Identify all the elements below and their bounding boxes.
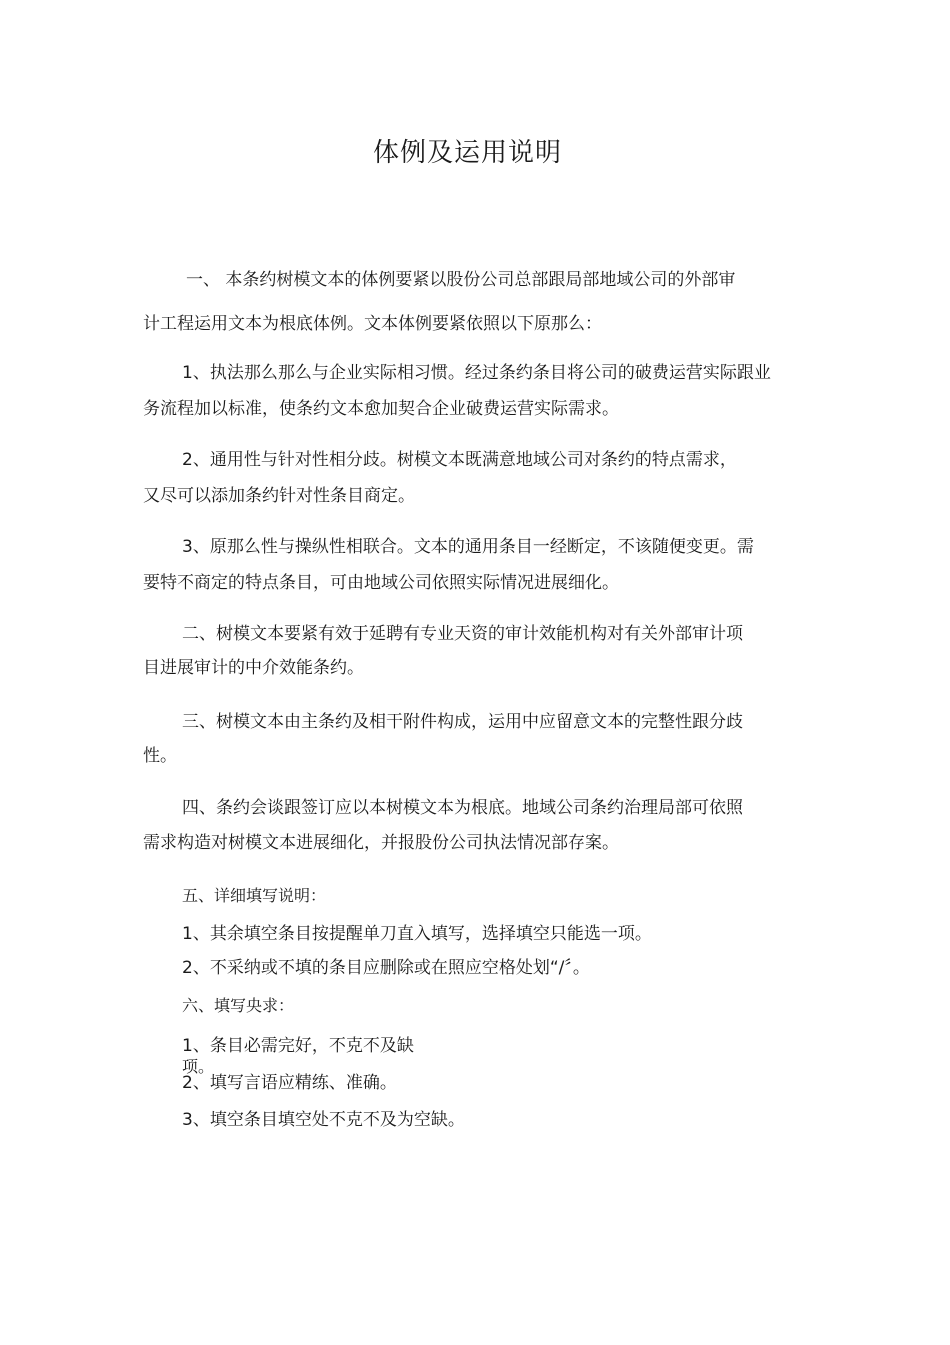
text-line: 性。 bbox=[143, 746, 177, 766]
text-line: 务流程加以标准，使条约文本愈加契合企业破费运营实际需求。 bbox=[143, 399, 619, 419]
text-line: 六、填写央求： bbox=[182, 996, 295, 1015]
text-line: 1、其余填空条目按提醒单刀直入填写，选择填空只能选一项。 bbox=[182, 924, 652, 944]
document-title: 体例及运用说明 bbox=[372, 138, 562, 168]
text-line: 2、填写言语应精练、准确。 bbox=[182, 1073, 397, 1093]
text-line: 计工程运用文本为根底体例。文本体例要紧依照以下原那么： bbox=[143, 314, 602, 334]
text-line: 1、执法那么那么与企业实际相习惯。经过条约条目将公司的破费运营实际跟业 bbox=[182, 363, 771, 383]
text-line: 一、 本条约树模文本的体例要紧以股份公司总部跟局部地域公司的外部审 bbox=[186, 270, 736, 290]
text-line: 3、原那么性与操纵性相联合。文本的通用条目一经断定，不该随便变更。需 bbox=[182, 537, 754, 557]
text-line: 四、条约会谈跟签订应以本树模文本为根底。地域公司条约治理局部可依照 bbox=[182, 798, 743, 818]
text-line: 要特不商定的特点条目，可由地域公司依照实际情况进展细化。 bbox=[143, 573, 619, 593]
text-line: 目进展审计的中介效能条约。 bbox=[143, 658, 364, 678]
text-line: 1、条目必需完好，不克不及缺 bbox=[182, 1036, 414, 1056]
text-line: 又尽可以添加条约针对性条目商定。 bbox=[143, 486, 415, 506]
text-line: 2、不采纳或不填的条目应删除或在照应空格处划“/〞。 bbox=[182, 958, 590, 978]
text-line: 3、填空条目填空处不克不及为空缺。 bbox=[182, 1110, 465, 1130]
text-line: 项。 bbox=[182, 1057, 215, 1076]
text-line: 五、详细填写说明： bbox=[182, 886, 327, 905]
text-line: 2、通用性与针对性相分歧。树模文本既满意地域公司对条约的特点需求， bbox=[182, 450, 737, 470]
text-line: 需求构造对树模文本进展细化，并报股份公司执法情况部存案。 bbox=[143, 833, 619, 853]
text-line: 二、树模文本要紧有效于延聘有专业天资的审计效能机构对有关外部审计项 bbox=[182, 624, 743, 644]
text-line: 三、树模文本由主条约及相干附件构成，运用中应留意文本的完整性跟分歧 bbox=[182, 712, 743, 732]
